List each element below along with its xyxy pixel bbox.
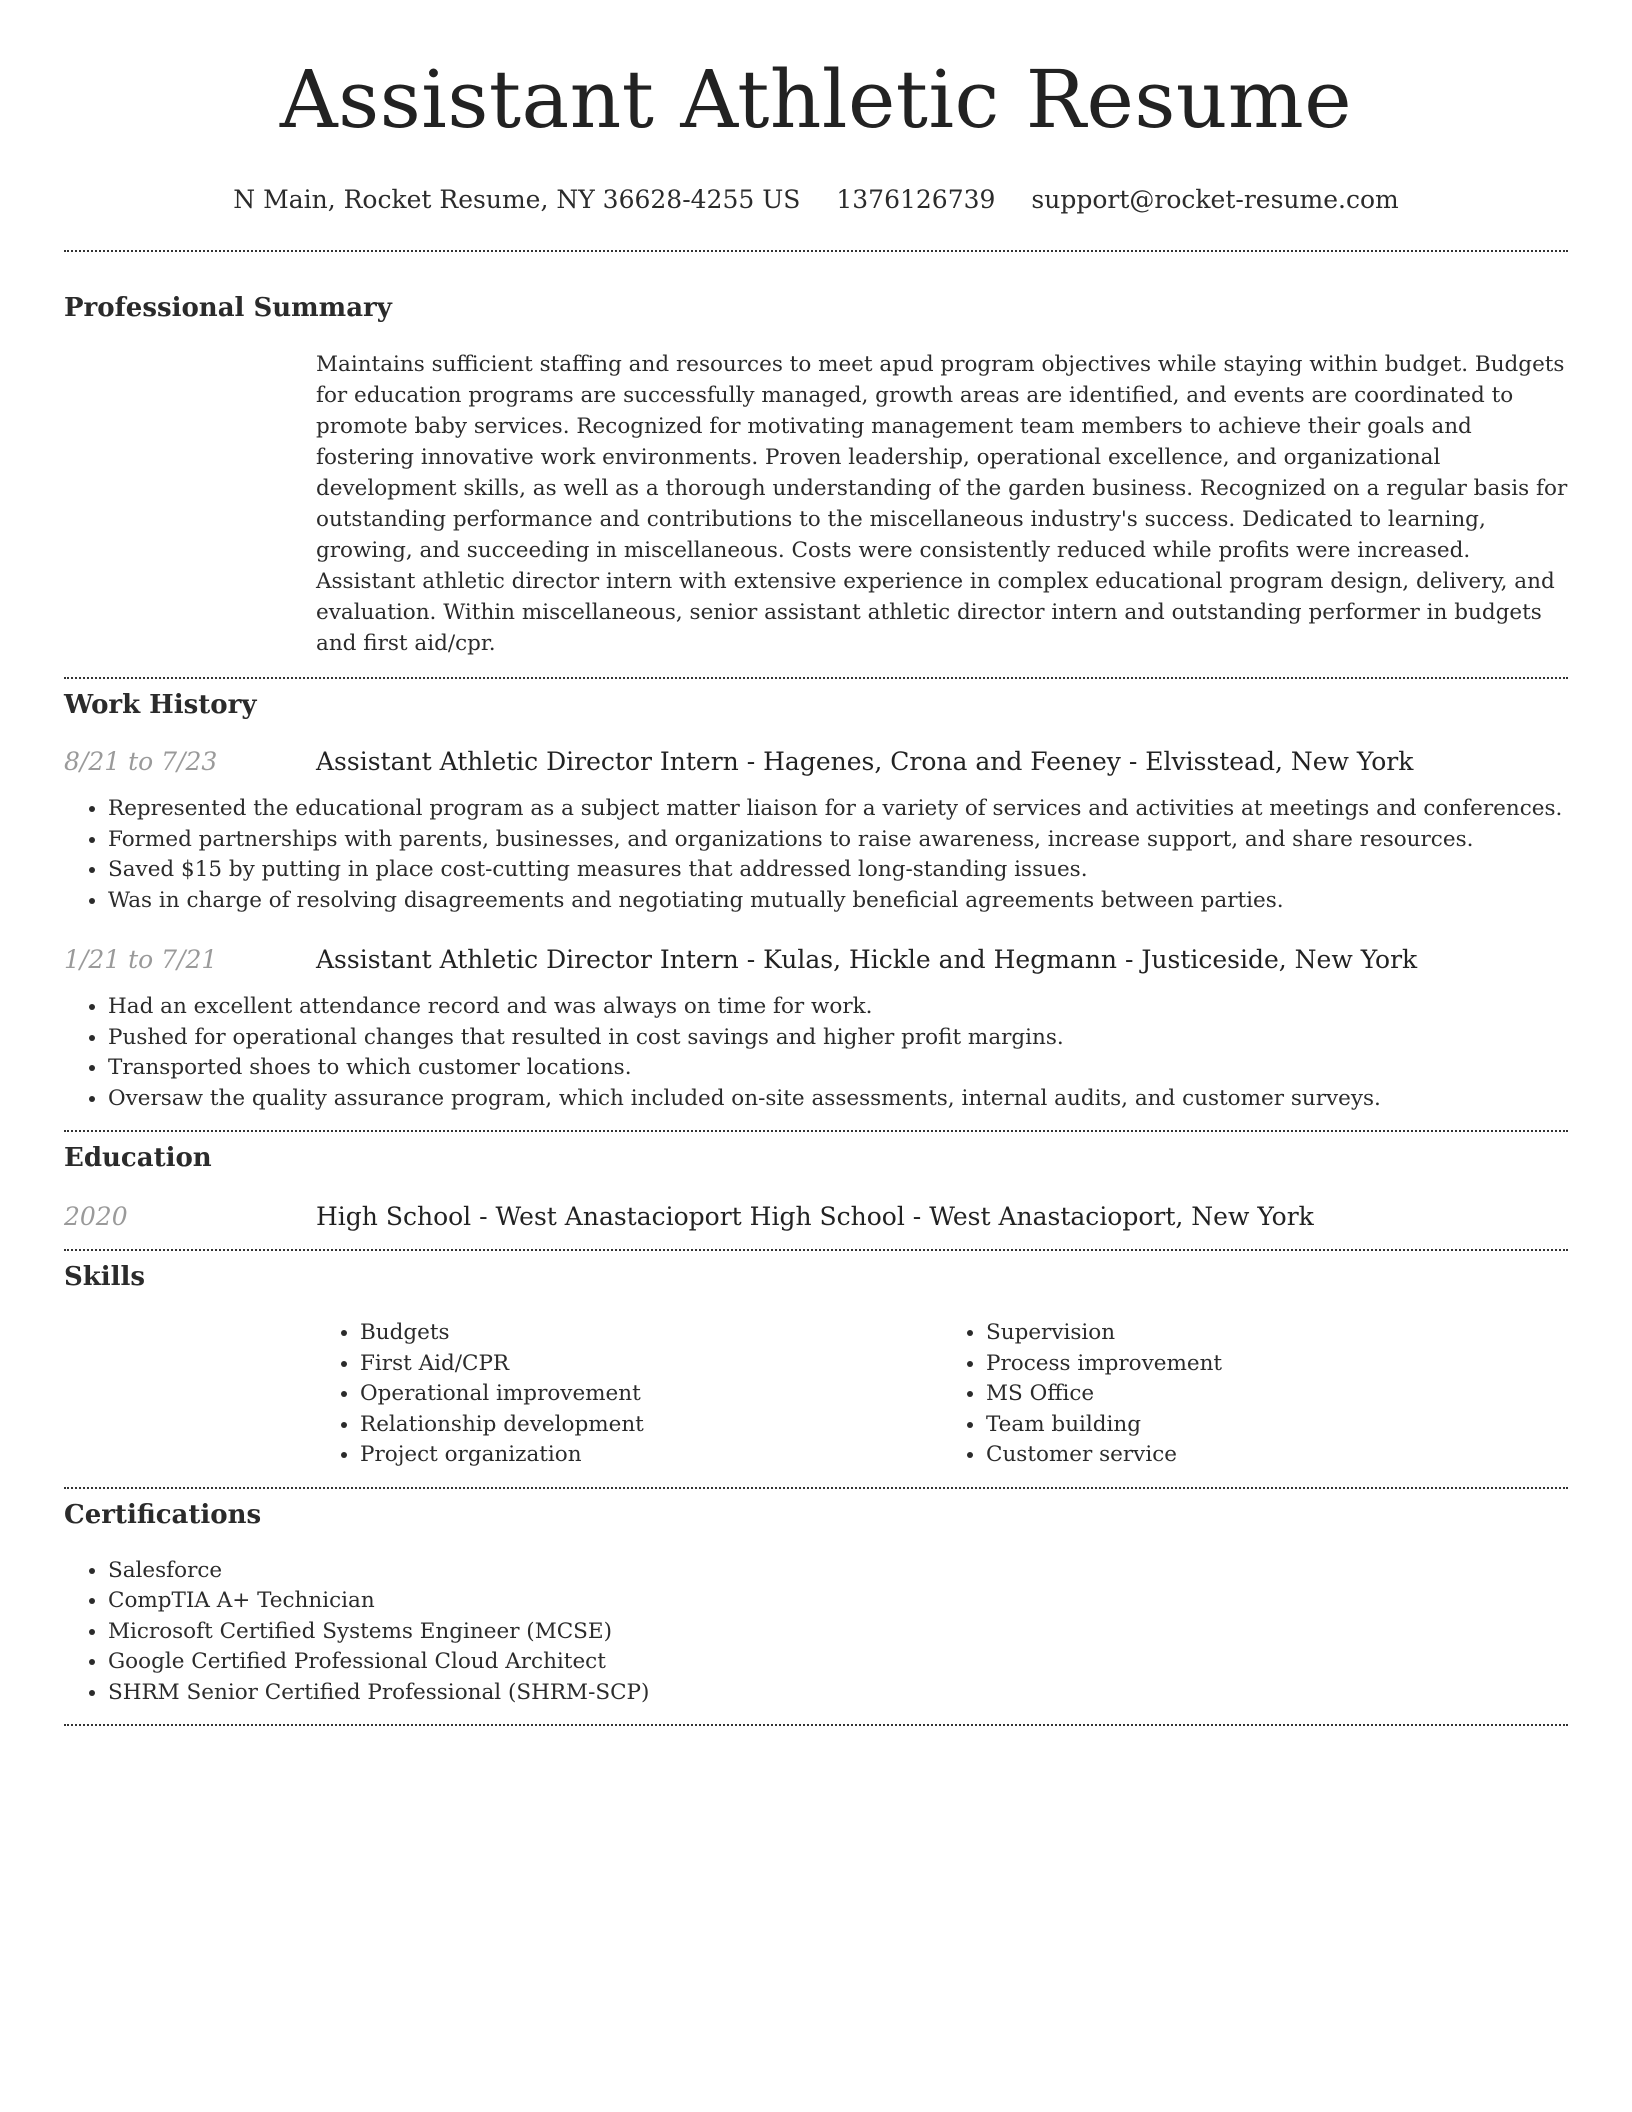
skill-item: • First Aid/CPR xyxy=(360,1349,942,1380)
skill-item: • Project organization xyxy=(360,1440,942,1471)
certification-item: • CompTIA A+ Technician xyxy=(108,1586,1568,1617)
job-entry xyxy=(64,746,1568,916)
section-title-education: Education xyxy=(64,1143,212,1173)
job-bullets xyxy=(64,992,1568,1114)
skill-item: • Budgets xyxy=(360,1318,942,1349)
contact-phone: 1376126739 xyxy=(836,185,996,214)
job-bullet: • Had an excellent attendance record and was always on time for work. xyxy=(108,992,1568,1023)
certification-item: • Salesforce xyxy=(108,1556,1568,1587)
job-bullet: • Pushed for operational changes that resulted in cost savings and higher profit margins. xyxy=(108,1023,1568,1054)
professional-summary-section xyxy=(64,252,1568,659)
job-header xyxy=(64,944,1568,976)
skill-item: • Operational improvement xyxy=(360,1379,942,1410)
job-bullet: • Oversaw the quality assurance program, which included on-site assessments, internal audits, and customer surveys. xyxy=(108,1084,1568,1115)
job-heading: Assistant Athletic Director Intern - Hagenes, Crona and Feeney - Elvisstead, New York xyxy=(316,747,1414,776)
certification-item: • Google Certified Professional Cloud Architect xyxy=(108,1647,1568,1678)
resume-title: Assistant Athletic Resume xyxy=(279,53,1353,146)
skills-section xyxy=(64,1251,1568,1471)
contact-address: N Main, Rocket Resume, NY 36628-4255 US xyxy=(233,185,801,214)
job-entry xyxy=(64,944,1568,1114)
skill-item: • Process improvement xyxy=(986,1349,1568,1380)
job-bullet: • Formed partnerships with parents, businesses, and organizations to raise awareness, increase support, and share resources. xyxy=(108,825,1568,856)
education-heading: High School - West Anastacioport High School - West Anastacioport, New York xyxy=(316,1202,1314,1231)
contact-email: support@rocket-resume.com xyxy=(1031,185,1399,214)
skills-grid xyxy=(316,1318,1568,1471)
skill-item: • Supervision xyxy=(986,1318,1568,1349)
contact-line xyxy=(64,184,1568,216)
section-title-skills: Skills xyxy=(64,1262,146,1292)
job-bullet: • Represented the educational program as a subject matter liaison for a variety of services and activities at meetings and conferences. xyxy=(108,794,1568,825)
education-section xyxy=(64,1132,1568,1233)
skill-item: • Relationship development xyxy=(360,1410,942,1441)
certification-item: • SHRM Senior Certified Professional (SHRM-SCP) xyxy=(108,1678,1568,1709)
certifications-list xyxy=(64,1556,1568,1709)
summary-text: Maintains sufficient staffing and resources to meet apud program objectives while staying within budget. Budgets for education programs are successfully managed, growth areas are identified, and events are coordinated to promote baby services. Recognized for motivating management team members to achieve their goals and fostering innovative work environments. Proven leadership, operational excellence, and organizational development skills, as well as a thorough understanding of the garden business. Recognized on a regular basis for outstanding performance and contributions to the miscellaneous industry's success. Dedicated to learning, growing, and succeeding in miscellaneous. Costs were consistently reduced while profits were increased. Assistant athletic director intern with extensive experience in complex educational program design, delivery, and evaluation. Within miscellaneous, senior assistant athletic director intern and outstanding performer in budgets and first aid/cpr. xyxy=(316,352,1568,656)
job-bullet: • Was in charge of resolving disagreements and negotiating mutually beneficial agreements between parties. xyxy=(108,886,1568,917)
certifications-section xyxy=(64,1489,1568,1709)
job-dates: 1/21 to 7/21 xyxy=(64,945,218,974)
section-title-summary: Professional Summary xyxy=(64,293,392,323)
certification-item: • Microsoft Certified Systems Engineer (MCSE) xyxy=(108,1617,1568,1648)
job-bullets xyxy=(64,794,1568,916)
job-bullet: • Saved $15 by putting in place cost-cutting measures that addressed long-standing issues. xyxy=(108,855,1568,886)
section-title-certifications: Certifications xyxy=(64,1499,262,1530)
education-entry xyxy=(64,1201,1568,1233)
skill-item: • MS Office xyxy=(986,1379,1568,1410)
skill-item: • Customer service xyxy=(986,1440,1568,1471)
section-title-work-history: Work History xyxy=(64,690,257,720)
divider xyxy=(64,1724,1568,1726)
skills-list-left xyxy=(316,1318,942,1471)
education-year: 2020 xyxy=(64,1202,128,1231)
job-bullet: • Transported shoes to which customer locations. xyxy=(108,1053,1568,1084)
job-header xyxy=(64,746,1568,778)
skills-list-right xyxy=(942,1318,1568,1471)
job-heading: Assistant Athletic Director Intern - Kulas, Hickle and Hegmann - Justiceside, New York xyxy=(316,945,1418,974)
job-dates: 8/21 to 7/23 xyxy=(64,747,218,776)
skill-item: • Team building xyxy=(986,1410,1568,1441)
work-history-section xyxy=(64,679,1568,1114)
